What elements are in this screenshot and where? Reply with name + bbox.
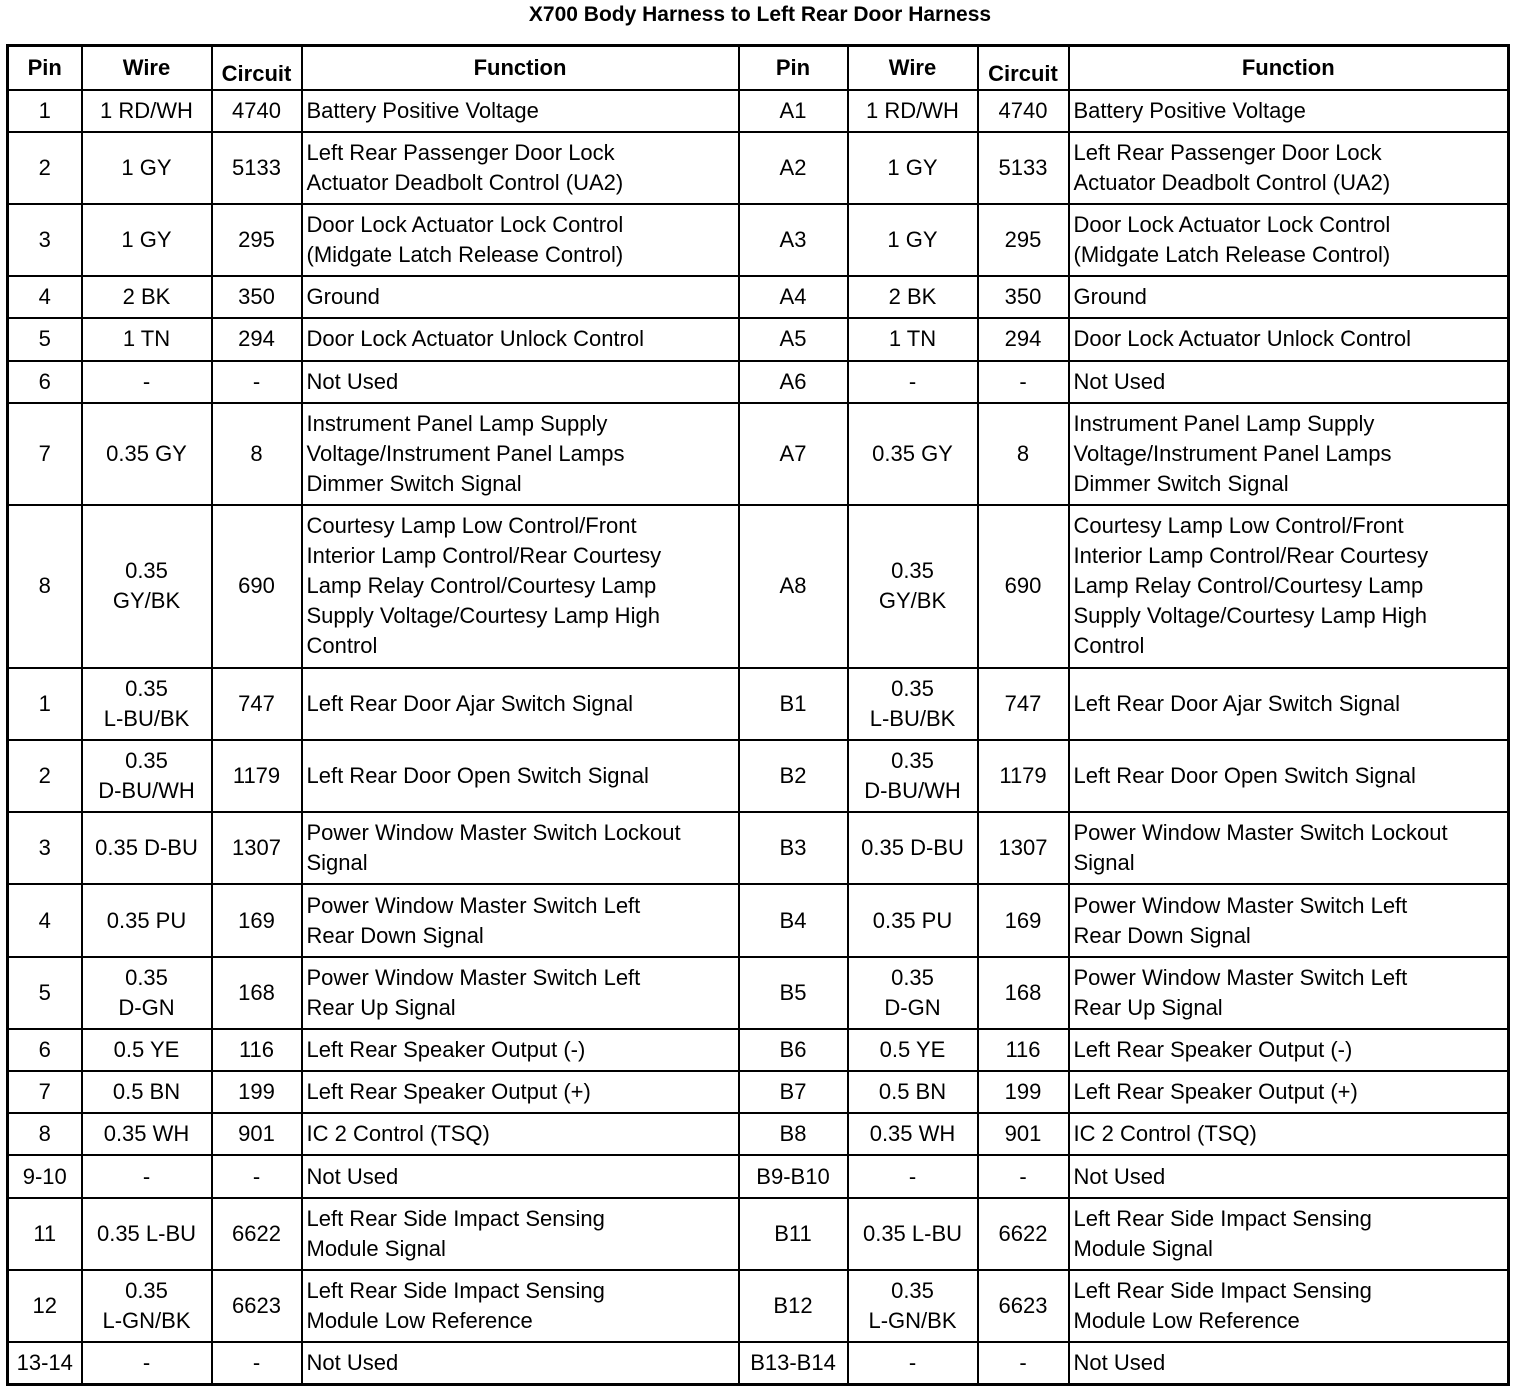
wire-cell-2: 1 TN [848,318,978,360]
circuit-cell-2: 8 [978,403,1069,505]
function-cell-2: Ground [1069,276,1509,318]
pin-cell-2: B12 [739,1270,848,1342]
circuit-cell: 199 [212,1071,302,1113]
wire-cell: 1 GY [82,204,212,276]
pin-cell-2: B7 [739,1071,848,1113]
header-pin-2: Pin [739,46,848,90]
circuit-cell: 1179 [212,740,302,812]
circuit-cell-2: 199 [978,1071,1069,1113]
function-cell: IC 2 Control (TSQ) [302,1113,739,1155]
function-cell: Battery Positive Voltage [302,90,739,132]
pin-cell: 12 [8,1270,82,1342]
wire-cell-2: 0.35 D-BU/WH [848,740,978,812]
function-cell: Instrument Panel Lamp Supply Voltage/Instrument Panel Lamps Dimmer Switch Signal [302,403,739,505]
table-row [8,740,1509,812]
function-cell: Ground [302,276,739,318]
wire-cell-2: 1 RD/WH [848,90,978,132]
function-cell-2: Battery Positive Voltage [1069,90,1509,132]
wire-cell: 0.35 GY/BK [82,505,212,668]
circuit-cell: - [212,1342,302,1384]
function-cell-2: Power Window Master Switch Left Rear Up Signal [1069,957,1509,1029]
function-cell-2: Door Lock Actuator Unlock Control [1069,318,1509,360]
function-cell-2: Left Rear Passenger Door Lock Actuator Deadbolt Control (UA2) [1069,132,1509,204]
table-row [8,1113,1509,1155]
table-row [8,1342,1509,1384]
function-cell: Power Window Master Switch Left Rear Up Signal [302,957,739,1029]
circuit-cell-2: 116 [978,1029,1069,1071]
pin-cell-2: B8 [739,1113,848,1155]
connector-pinout-table [6,44,1510,1386]
pin-cell-2: B11 [739,1198,848,1270]
function-cell-2: Not Used [1069,1342,1509,1384]
function-cell: Left Rear Speaker Output (+) [302,1071,739,1113]
header-circuit-2: Circuit [978,46,1069,90]
function-cell: Door Lock Actuator Unlock Control [302,318,739,360]
table-row [8,361,1509,403]
wire-cell-2: - [848,1342,978,1384]
pin-cell-2: B5 [739,957,848,1029]
wire-cell-2: 1 GY [848,132,978,204]
pin-cell: 2 [8,740,82,812]
wire-cell-2: 0.35 GY [848,403,978,505]
header-function-2: Function [1069,46,1509,90]
circuit-cell: 690 [212,505,302,668]
circuit-cell: 1307 [212,812,302,884]
wire-cell-2: 2 BK [848,276,978,318]
header-pin: Pin [8,46,82,90]
wire-cell: 0.5 YE [82,1029,212,1071]
table-row [8,1071,1509,1113]
pin-cell: 6 [8,1029,82,1071]
table-row [8,1270,1509,1342]
circuit-cell: 6623 [212,1270,302,1342]
pin-cell-2: A2 [739,132,848,204]
circuit-cell-2: 4740 [978,90,1069,132]
wire-cell-2: 1 GY [848,204,978,276]
wire-cell-2: 0.35 L-BU [848,1198,978,1270]
wire-cell-2: 0.5 YE [848,1029,978,1071]
pin-cell: 7 [8,403,82,505]
pin-cell: 8 [8,1113,82,1155]
header-wire: Wire [82,46,212,90]
circuit-cell: 169 [212,884,302,956]
table-row [8,403,1509,505]
function-cell: Power Window Master Switch Lockout Signal [302,812,739,884]
wire-cell: 0.35 PU [82,884,212,956]
table-row [8,957,1509,1029]
circuit-cell-2: 747 [978,668,1069,740]
circuit-cell: 901 [212,1113,302,1155]
function-cell-2: Left Rear Door Open Switch Signal [1069,740,1509,812]
table-row [8,1155,1509,1197]
wire-cell: 0.5 BN [82,1071,212,1113]
wire-cell: 0.35 D-BU/WH [82,740,212,812]
wire-cell: 0.35 GY [82,403,212,505]
table-title: X700 Body Harness to Left Rear Door Harness [528,3,992,26]
function-cell: Left Rear Speaker Output (-) [302,1029,739,1071]
table-row [8,318,1509,360]
table-body [8,90,1509,1385]
circuit-cell-2: 6622 [978,1198,1069,1270]
function-cell-2: Left Rear Speaker Output (-) [1069,1029,1509,1071]
wire-cell-2: 0.35 L-GN/BK [848,1270,978,1342]
wire-cell: 2 BK [82,276,212,318]
circuit-cell: 8 [212,403,302,505]
table-row [8,505,1509,668]
pin-cell: 4 [8,884,82,956]
function-cell: Not Used [302,361,739,403]
wire-cell-2: 0.5 BN [848,1071,978,1113]
circuit-cell-2: 168 [978,957,1069,1029]
wire-cell: 0.35 L-GN/BK [82,1270,212,1342]
circuit-cell-2: 901 [978,1113,1069,1155]
pin-cell-2: B4 [739,884,848,956]
table-row [8,132,1509,204]
wire-cell: 1 TN [82,318,212,360]
function-cell-2: Left Rear Side Impact Sensing Module Low Reference [1069,1270,1509,1342]
wire-cell: 0.35 D-GN [82,957,212,1029]
function-cell-2: Door Lock Actuator Lock Control (Midgate Latch Release Control) [1069,204,1509,276]
pin-cell-2: A4 [739,276,848,318]
wire-cell: 0.35 L-BU/BK [82,668,212,740]
pin-cell: 3 [8,812,82,884]
pin-cell: 2 [8,132,82,204]
function-cell: Not Used [302,1342,739,1384]
circuit-cell-2: - [978,1342,1069,1384]
function-cell-2: IC 2 Control (TSQ) [1069,1113,1509,1155]
pin-cell-2: B13-B14 [739,1342,848,1384]
wire-cell-2: 0.35 GY/BK [848,505,978,668]
pin-cell: 9-10 [8,1155,82,1197]
header-circuit: Circuit [212,46,302,90]
circuit-cell-2: 5133 [978,132,1069,204]
pin-cell-2: B1 [739,668,848,740]
function-cell-2: Left Rear Speaker Output (+) [1069,1071,1509,1113]
function-cell-2: Left Rear Door Ajar Switch Signal [1069,668,1509,740]
pin-cell-2: B3 [739,812,848,884]
function-cell-2: Courtesy Lamp Low Control/Front Interior Lamp Control/Rear Courtesy Lamp Relay Control/Courtesy Lamp Supply Voltage/Courtesy Lamp High Control [1069,505,1509,668]
pin-cell: 3 [8,204,82,276]
function-cell: Not Used [302,1155,739,1197]
pin-cell: 4 [8,276,82,318]
table-row [8,204,1509,276]
circuit-cell-2: 6623 [978,1270,1069,1342]
wire-cell: - [82,1342,212,1384]
circuit-cell-2: 295 [978,204,1069,276]
pin-cell-2: A7 [739,403,848,505]
pin-cell-2: A1 [739,90,848,132]
table-row [8,1029,1509,1071]
wire-cell-2: 0.35 L-BU/BK [848,668,978,740]
function-cell-2: Power Window Master Switch Left Rear Down Signal [1069,884,1509,956]
pin-cell-2: B2 [739,740,848,812]
pin-cell-2: A3 [739,204,848,276]
function-cell: Courtesy Lamp Low Control/Front Interior Lamp Control/Rear Courtesy Lamp Relay Control/Courtesy Lamp Supply Voltage/Courtesy Lamp High Control [302,505,739,668]
pin-cell: 6 [8,361,82,403]
function-cell-2: Left Rear Side Impact Sensing Module Signal [1069,1198,1509,1270]
header-wire-2: Wire [848,46,978,90]
circuit-cell-2: 1307 [978,812,1069,884]
circuit-cell-2: 350 [978,276,1069,318]
wire-cell: - [82,361,212,403]
wire-cell: 0.35 WH [82,1113,212,1155]
pin-cell: 11 [8,1198,82,1270]
function-cell: Door Lock Actuator Lock Control (Midgate Latch Release Control) [302,204,739,276]
pin-cell: 13-14 [8,1342,82,1384]
table-row [8,812,1509,884]
table-row [8,668,1509,740]
wire-cell: 1 RD/WH [82,90,212,132]
pin-cell: 8 [8,505,82,668]
pin-cell-2: A5 [739,318,848,360]
circuit-cell: 350 [212,276,302,318]
wire-cell: 0.35 D-BU [82,812,212,884]
circuit-cell: 168 [212,957,302,1029]
pin-cell-2: B6 [739,1029,848,1071]
function-cell-2: Power Window Master Switch Lockout Signal [1069,812,1509,884]
function-cell: Power Window Master Switch Left Rear Down Signal [302,884,739,956]
function-cell: Left Rear Door Ajar Switch Signal [302,668,739,740]
circuit-cell-2: - [978,1155,1069,1197]
pin-cell: 5 [8,318,82,360]
table-row [8,276,1509,318]
wire-cell-2: 0.35 PU [848,884,978,956]
pin-cell: 5 [8,957,82,1029]
table-row [8,90,1509,132]
circuit-cell: 5133 [212,132,302,204]
circuit-cell-2: 690 [978,505,1069,668]
function-cell: Left Rear Door Open Switch Signal [302,740,739,812]
function-cell-2: Instrument Panel Lamp Supply Voltage/Instrument Panel Lamps Dimmer Switch Signal [1069,403,1509,505]
circuit-cell: 6622 [212,1198,302,1270]
wire-cell-2: - [848,1155,978,1197]
circuit-cell-2: - [978,361,1069,403]
circuit-cell-2: 169 [978,884,1069,956]
circuit-cell: - [212,1155,302,1197]
function-cell: Left Rear Side Impact Sensing Module Signal [302,1198,739,1270]
pin-cell: 1 [8,668,82,740]
pin-cell: 1 [8,90,82,132]
pin-cell: 7 [8,1071,82,1113]
pin-cell-2: B9-B10 [739,1155,848,1197]
header-function: Function [302,46,739,90]
wire-cell: 1 GY [82,132,212,204]
wire-cell: - [82,1155,212,1197]
wire-cell-2: - [848,361,978,403]
header-row [8,46,1509,90]
circuit-cell-2: 294 [978,318,1069,360]
wire-cell-2: 0.35 D-BU [848,812,978,884]
circuit-cell: 295 [212,204,302,276]
wire-cell: 0.35 L-BU [82,1198,212,1270]
circuit-cell-2: 1179 [978,740,1069,812]
wire-cell-2: 0.35 D-GN [848,957,978,1029]
function-cell-2: Not Used [1069,361,1509,403]
pin-cell-2: A6 [739,361,848,403]
circuit-cell: 294 [212,318,302,360]
pin-cell-2: A8 [739,505,848,668]
circuit-cell: 116 [212,1029,302,1071]
function-cell: Left Rear Passenger Door Lock Actuator Deadbolt Control (UA2) [302,132,739,204]
function-cell-2: Not Used [1069,1155,1509,1197]
circuit-cell: - [212,361,302,403]
table-row [8,884,1509,956]
circuit-cell: 747 [212,668,302,740]
circuit-cell: 4740 [212,90,302,132]
function-cell: Left Rear Side Impact Sensing Module Low Reference [302,1270,739,1342]
table-row [8,1198,1509,1270]
wire-cell-2: 0.35 WH [848,1113,978,1155]
